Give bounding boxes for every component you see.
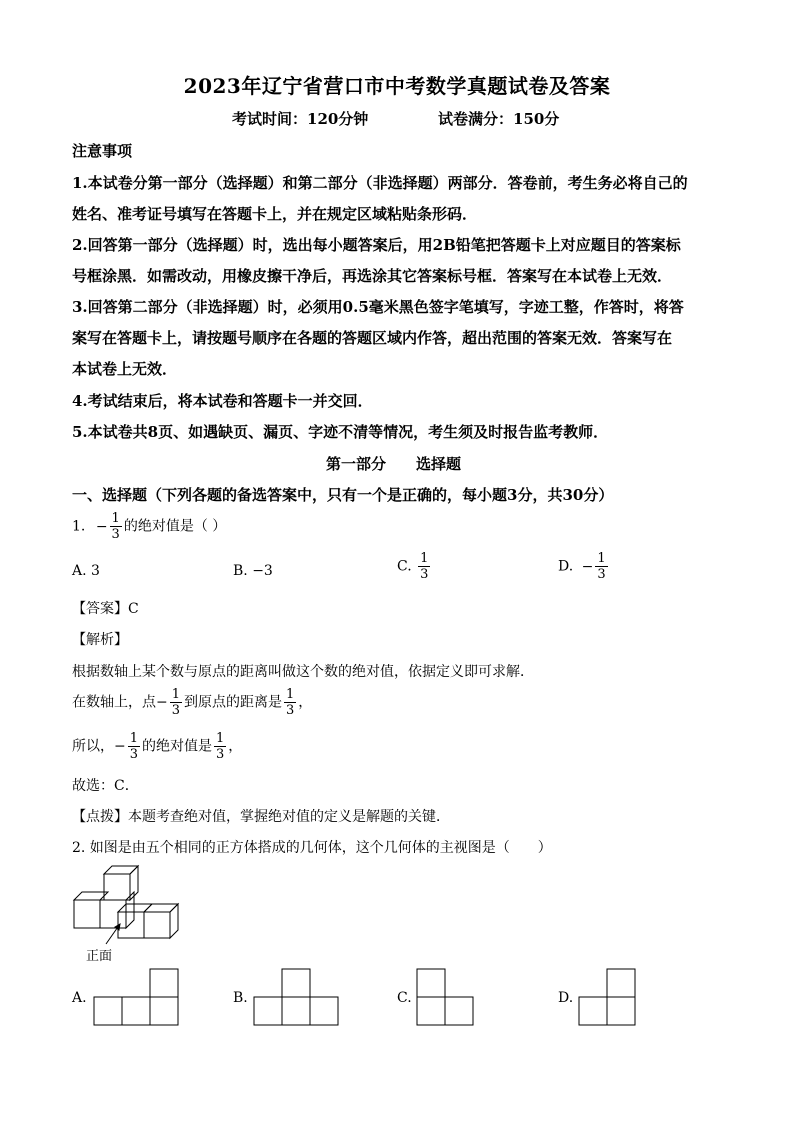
analysis-line: 在数轴上，点− $\frac{1}{3}$ 到原点的距离是 $\frac{1}{3}$ ， — [72, 687, 313, 718]
option-d: D. − $\frac{1}{3}$ — [558, 551, 606, 582]
analysis-heading: 【解析】 — [72, 632, 128, 648]
notice-line: 4.考试结束后，将本试卷和答题卡一并交回． — [72, 392, 373, 410]
option-a-label: A. — [72, 990, 87, 1006]
exam-time: 考试时间：120分钟 — [232, 110, 369, 128]
notice-line: 姓名、准考证号填写在答题卡上，并在规定区域粘贴条形码． — [72, 205, 478, 223]
comment: 【点拨】本题考查绝对值，掌握绝对值的定义是解题的关键． — [72, 809, 450, 825]
option-c: C. $\frac{1}{3}$ — [397, 551, 429, 582]
answer-choice: 故选：C． — [72, 778, 139, 794]
notice-line: 号框涂黑．如需改动，用橡皮擦干净后，再选涂其它答案标号框．答案写在本试卷上无效． — [72, 267, 673, 285]
front-label: 正面 — [86, 949, 113, 964]
notice-heading: 注意事项 — [72, 142, 133, 160]
page-title: 2023年辽宁省营口市中考数学真题试卷及答案 — [183, 74, 611, 98]
option-c-view — [416, 967, 476, 1027]
option-a-view — [93, 967, 181, 1027]
option-b-view — [253, 967, 341, 1027]
question-text: 的绝对值是（ ） — [123, 518, 227, 535]
option-d-label: D. — [558, 990, 574, 1006]
option-a: A. 3 — [72, 563, 100, 579]
notice-line: 本试卷上无效． — [72, 360, 178, 378]
question-2: 2. 如图是由五个相同的正方体搭成的几何体，这个几何体的主视图是（ ） — [72, 840, 552, 856]
analysis-line: 根据数轴上某个数与原点的距离叫做这个数的绝对值，依据定义即可求解． — [72, 664, 534, 680]
notice-line: 2.回答第一部分（选择题）时，选出每小题答案后，用2B铅笔把答题卡上对应题目的答案标 — [72, 236, 681, 254]
answer: 【答案】C — [72, 601, 139, 617]
option-b: B. −3 — [233, 563, 273, 579]
option-d-view — [578, 967, 638, 1027]
part-heading: 第一部分 选择题 — [326, 455, 462, 473]
notice-line: 5.本试卷共8页、如遇缺页、漏页、字迹不清等情况，考生须及时报告监考教师． — [72, 423, 609, 441]
section-heading: 一、选择题（下列各题的备选答案中，只有一个是正确的，每小题3分，共30分） — [72, 486, 614, 504]
notice-line: 案写在答题卡上，请按题号顺序在各题的答题区域内作答，超出范围的答案无效．答案写在 — [72, 329, 673, 347]
option-c-label: C. — [397, 990, 412, 1006]
analysis-line: 所以，− $\frac{1}{3}$ 的绝对值是 $\frac{1}{3}$ ， — [72, 731, 243, 762]
fraction: $\frac{1}{3}$ — [111, 511, 120, 542]
question-number: 1. — [72, 518, 86, 535]
notice-line: 1.本试卷分第一部分（选择题）和第二部分（非选择题）两部分．答卷前，考生务必将自己的 — [72, 174, 688, 192]
cube-stack-figure — [66, 860, 186, 960]
option-b-label: B. — [233, 990, 248, 1006]
exam-score: 试卷满分：150分 — [438, 110, 560, 128]
question-1 — [72, 512, 226, 541]
minus-sign: − — [95, 518, 108, 535]
notice-line: 3.回答第二部分（非选择题）时，必须用0.5毫米黑色签字笔填写，字迹工整，作答时，将答 — [72, 298, 684, 316]
